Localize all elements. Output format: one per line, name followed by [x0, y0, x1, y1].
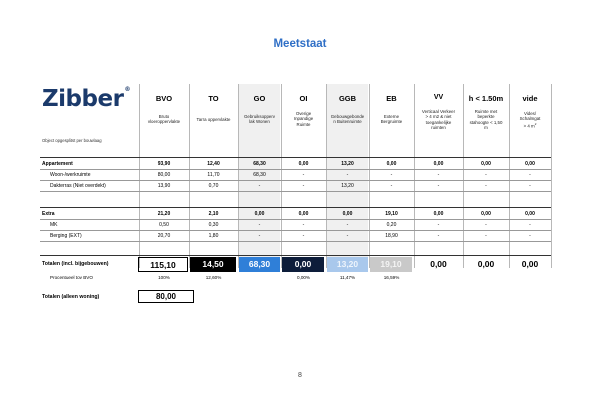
row-label: Dakterras (Niet overdekt): [50, 183, 106, 189]
subheader-line: n Buitenruimte: [333, 119, 362, 125]
header-to: TO: [208, 94, 219, 103]
subheader-eb: [369, 114, 414, 125]
row-separator: [40, 241, 551, 242]
total-oi-box: 0,00: [282, 257, 324, 272]
cell-oi: 0,00: [298, 161, 309, 167]
row-label: Woon-/werkruimte: [50, 172, 91, 178]
row-label: Extra: [42, 211, 55, 217]
subheader-line: Inpandige: [293, 116, 314, 122]
cell-vv: 0,00: [433, 161, 444, 167]
cell-bvo: 21,20: [157, 211, 171, 217]
subheader-line: Verticaal Verkeer: [421, 109, 456, 114]
pct-go: [238, 274, 281, 282]
subheader-line: Gebouwgebonde: [330, 114, 365, 119]
subheader-line: Schalmgat: [519, 116, 541, 122]
subheader-line: Vides/: [523, 111, 537, 116]
percent-row: [40, 274, 550, 282]
cell-h: -: [485, 172, 487, 178]
logo-text: Zibber: [42, 86, 124, 112]
subheader-line: lak Wonen: [249, 119, 270, 125]
cell-vide: -: [529, 183, 531, 189]
header-eb: EB: [386, 94, 397, 103]
totals-separator: [40, 255, 551, 256]
header-h-below-150: h < 1.50m: [468, 94, 504, 103]
cell-ggb: 13,20: [341, 161, 354, 167]
header-oi: OI: [299, 94, 308, 103]
cell-bvo: 13,90: [157, 183, 171, 189]
subheader-line: ruimten: [431, 125, 446, 131]
cell-oi: -: [302, 233, 305, 239]
cell-vide: -: [529, 172, 531, 178]
cell-oi: -: [302, 172, 305, 178]
cell-ggb: 13,20: [341, 183, 354, 189]
percent-label: Procentueel tov BVO: [50, 275, 93, 280]
cell-eb: 18,90: [385, 233, 398, 239]
cell-vv: -: [437, 172, 440, 178]
alleen-woning-label: Totalen (alleen woning): [42, 294, 100, 300]
cell-eb: -: [390, 172, 393, 178]
header-vide: vide: [522, 94, 538, 103]
total-vv: 0,00: [430, 259, 447, 269]
cell-vide: 0,00: [525, 211, 535, 217]
subheader-ggb: [326, 114, 369, 125]
cell-bvo: 20,70: [157, 233, 171, 239]
cell-to: 0,30: [208, 222, 219, 228]
subheader-line: > 4 m2 & niet: [425, 114, 452, 120]
subheader-h-below-150: [463, 109, 509, 131]
pct-bvo: 100%: [158, 275, 170, 280]
total-bvo-box: 115,10: [138, 257, 188, 272]
cell-eb: -: [390, 183, 393, 189]
subheader-line: Bruto: [158, 114, 170, 119]
cell-eb: 0,00: [386, 161, 397, 167]
cell-bvo: 93,90: [157, 161, 171, 167]
subheader-line: stahoogte < 1,50: [469, 119, 503, 125]
row-label: MK: [50, 222, 58, 228]
cell-go: -: [258, 233, 261, 239]
cell-ggb: -: [346, 172, 349, 178]
zibber-logo: [42, 86, 130, 112]
cell-vide: -: [529, 222, 531, 228]
subheader-vide: [509, 111, 551, 129]
cell-h: -: [485, 233, 487, 239]
total-ggb-box: 13,20: [327, 257, 368, 272]
total-vide: 0,00: [521, 259, 539, 269]
cell-h: 0,00: [481, 161, 491, 167]
logo-caption: Object opgesplitst per bouwlaag: [42, 138, 102, 143]
pct-to: 12,60%: [205, 275, 222, 280]
table-row-mk: [40, 220, 550, 230]
cell-vide: -: [529, 233, 531, 239]
subheader-bvo: [139, 114, 189, 125]
row-separator: [40, 191, 551, 192]
totals-label: Totalen (incl. bijgebouwen): [42, 261, 109, 267]
cell-to: 11,70: [207, 172, 220, 178]
header-separator: [40, 157, 551, 158]
cell-to: 1,80: [208, 233, 219, 239]
header-ggb: GGB: [338, 94, 357, 103]
subheader-line: Gebruiksopperv: [244, 114, 275, 119]
cell-h: -: [485, 183, 487, 189]
section-separator: [40, 207, 551, 208]
table-row-woon-werkruimte: [40, 170, 550, 180]
table-row-extra: [40, 209, 550, 219]
table-row-appartement: [40, 159, 550, 169]
subheader-text: > 4 m: [523, 123, 535, 129]
subheader-line: beperkte: [477, 114, 495, 120]
cell-ggb: 0,00: [342, 211, 353, 217]
cell-go: -: [258, 222, 261, 228]
subheader-go: [238, 114, 281, 125]
cell-vide: 0,00: [525, 161, 535, 167]
pct-ggb: 11,47%: [339, 275, 356, 280]
subheader-line: toegankelijke: [425, 119, 452, 125]
cell-eb: 19,10: [385, 211, 398, 217]
cell-go: 0,00: [254, 211, 265, 217]
header-vv: VV: [433, 94, 444, 101]
subheader-line: Bergruimte: [380, 119, 403, 125]
total-h: 0,00: [477, 259, 495, 269]
page-title: Meetstaat: [273, 38, 327, 50]
alleen-woning-value: 80,00: [138, 290, 194, 303]
cell-ggb: -: [346, 233, 349, 239]
subheader-line: Externe: [383, 114, 400, 119]
header-go: GO: [253, 94, 266, 103]
cell-to: 2,10: [208, 211, 219, 217]
cell-eb: 0,20: [386, 222, 397, 228]
subheader-line: Ruimte met: [474, 109, 498, 114]
column-divider: [551, 84, 552, 268]
subheader-line: m: [484, 125, 488, 131]
subheader-line: Overige: [295, 111, 312, 116]
row-label: Appartement: [42, 161, 73, 167]
table-row-berging: [40, 231, 550, 241]
total-to-box: 14,50: [190, 257, 236, 272]
cell-vv: 0,00: [433, 211, 444, 217]
cell-to: 0,70: [208, 183, 219, 189]
row-label: Berging (EXT): [50, 233, 82, 239]
cell-bvo: 80,00: [157, 172, 171, 178]
cell-go: 68,30: [253, 161, 266, 167]
cell-h: 0,00: [481, 211, 491, 217]
cell-vv: -: [437, 233, 440, 239]
cell-vv: -: [437, 222, 440, 228]
subheader-line: Ruimte: [296, 121, 311, 127]
table-row-dakterras: [40, 181, 550, 191]
cell-to: 12,40: [207, 161, 220, 167]
total-go-box: 68,30: [239, 257, 280, 272]
pct-oi: 0,00%: [296, 275, 311, 280]
subheader-oi: [281, 111, 326, 127]
cell-oi: -: [302, 183, 305, 189]
cell-ggb: -: [346, 222, 349, 228]
subheader-to: [189, 117, 238, 122]
cell-vv: -: [437, 183, 440, 189]
page-number: 8: [298, 372, 302, 379]
cell-oi: 0,00: [298, 211, 309, 217]
cell-h: -: [485, 222, 487, 228]
subheader-line: [509, 122, 551, 129]
logo-registered-mark: ®: [124, 86, 130, 93]
pct-eb: 16,59%: [383, 275, 400, 280]
superscript-2: 2: [534, 121, 537, 126]
subheader-line: Tarra oppervlakte: [196, 117, 231, 122]
header-bvo: BVO: [155, 94, 173, 103]
total-eb-box: 19,10: [370, 257, 412, 272]
cell-go: -: [258, 183, 261, 189]
cell-go: 68,30: [253, 172, 266, 178]
subheader-line: vloeroppervlakte: [147, 119, 181, 125]
totals-row: [40, 257, 550, 272]
subheader-vv: [414, 109, 463, 131]
cell-bvo: 0,50: [159, 222, 169, 228]
cell-oi: -: [302, 222, 305, 228]
